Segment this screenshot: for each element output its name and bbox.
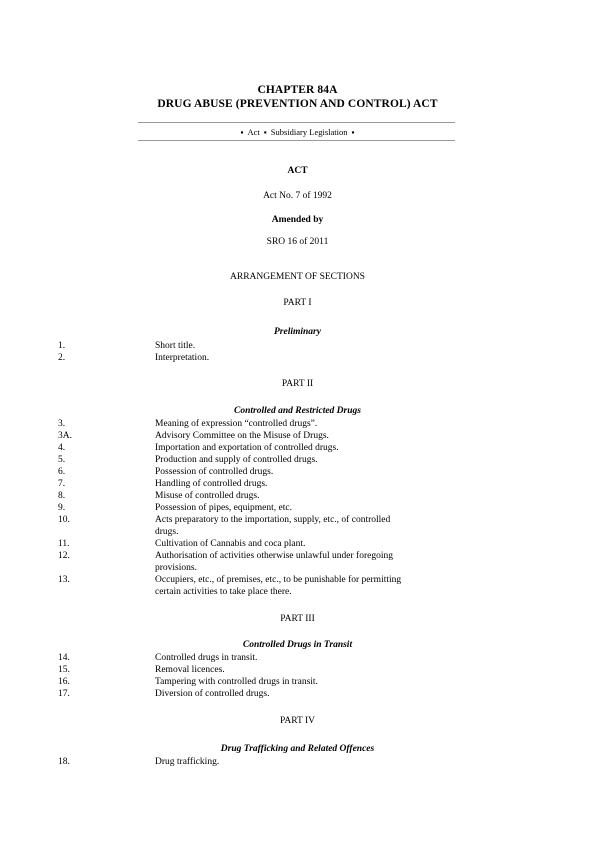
act-title: DRUG ABUSE (PREVENTION AND CONTROL) ACT (157, 98, 438, 110)
section-number: 5. (58, 455, 66, 465)
section-title[interactable]: Authorisation of activities otherwise unlawful under foregoing (155, 551, 393, 561)
section-title[interactable]: Meaning of expression “controlled drugs”. (155, 419, 318, 429)
amended-by-label: Amended by (271, 215, 324, 225)
part-subtitle: Controlled Drugs in Transit (242, 640, 353, 650)
section-title[interactable]: Tampering with controlled drugs in transit. (155, 677, 318, 687)
section-number: 16. (58, 677, 70, 687)
section-number: 11. (58, 539, 70, 549)
section-title[interactable]: Advisory Committee on the Misuse of Drugs. (155, 431, 329, 441)
section-number: 15. (58, 665, 70, 675)
section-title-continuation[interactable]: drugs. (155, 527, 179, 537)
section-title[interactable]: Controlled drugs in transit. (155, 653, 258, 663)
part-subtitle: Preliminary (274, 327, 321, 337)
part-subtitle: Drug Trafficking and Related Offences (220, 744, 375, 754)
section-title[interactable]: Handling of controlled drugs. (155, 479, 268, 489)
document-nav (0, 127, 595, 137)
part-title: PART IV (279, 716, 316, 726)
act-heading: ACT (287, 166, 308, 176)
act-number: Act No. 7 of 1992 (263, 191, 332, 201)
part-title: PART II (281, 379, 314, 389)
section-title[interactable]: Importation and exportation of controlled drugs. (155, 443, 339, 453)
section-number: 6. (58, 467, 66, 477)
section-number: 17. (58, 689, 70, 699)
section-number: 9. (58, 503, 66, 513)
section-title[interactable]: Drug trafficking. (155, 757, 220, 767)
section-number: 3A. (58, 431, 72, 441)
section-number: 3. (58, 419, 66, 429)
section-number: 8. (58, 491, 66, 501)
section-title[interactable]: Misuse of controlled drugs. (155, 491, 260, 501)
section-number: 13. (58, 575, 70, 585)
part-title: PART I (283, 298, 312, 308)
bottom-rule (138, 140, 455, 141)
section-title[interactable]: Interpretation. (155, 353, 210, 363)
section-title[interactable]: Acts preparatory to the importation, supply, etc., of controlled (155, 515, 391, 525)
nav-bullet: ▪ (351, 127, 355, 137)
section-title-continuation[interactable]: certain activities to take place there. (155, 587, 292, 597)
arrangement-title: ARRANGEMENT OF SECTIONS (230, 272, 365, 282)
section-title[interactable]: Removal licences. (155, 665, 225, 675)
chapter-heading: CHAPTER 84A (257, 84, 338, 96)
nav-link-subsidiary-legislation[interactable]: Subsidiary Legislation (270, 127, 348, 137)
nav-bullet: ▪ (263, 127, 267, 137)
section-number: 1. (58, 341, 66, 351)
section-number: 18. (58, 757, 70, 767)
section-number: 4. (58, 443, 66, 453)
section-title-continuation[interactable]: provisions. (155, 563, 197, 573)
section-title[interactable]: Possession of pipes, equipment, etc. (155, 503, 292, 513)
section-number: 7. (58, 479, 66, 489)
section-title[interactable]: Cultivation of Cannabis and coca plant. (155, 539, 306, 549)
section-number: 14. (58, 653, 70, 663)
section-title[interactable]: Diversion of controlled drugs. (155, 689, 270, 699)
section-title[interactable]: Production and supply of controlled drugs. (155, 455, 318, 465)
nav-link-act[interactable]: Act (247, 127, 260, 137)
part-title: PART III (280, 614, 315, 624)
amendment-reference: SRO 16 of 2011 (266, 237, 329, 247)
part-subtitle: Controlled and Restricted Drugs (234, 406, 361, 416)
section-number: 2. (58, 353, 66, 363)
section-number: 10. (58, 515, 70, 525)
nav-bullet: ▪ (240, 127, 244, 137)
section-title[interactable]: Occupiers, etc., of premises, etc., to be punishable for permitting (155, 575, 402, 585)
top-rule (138, 122, 455, 123)
section-title[interactable]: Short title. (155, 341, 196, 351)
section-number: 12. (58, 551, 70, 561)
section-title[interactable]: Possession of controlled drugs. (155, 467, 274, 477)
